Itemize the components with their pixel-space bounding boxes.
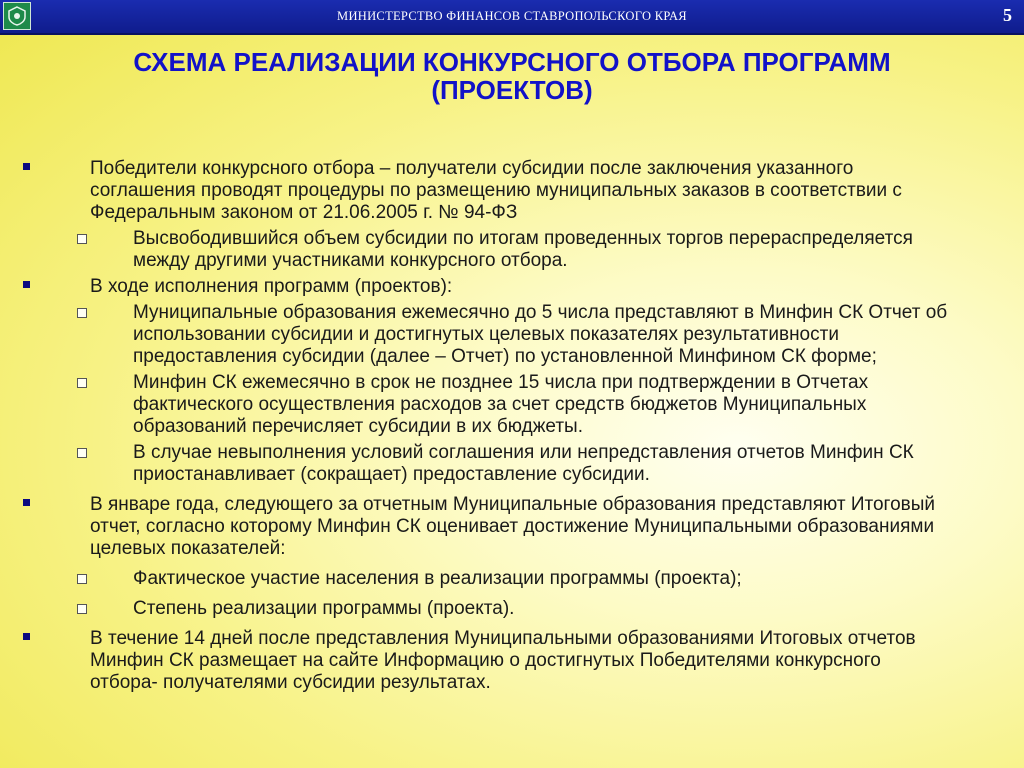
slide-title-line2: (ПРОЕКТОВ) [431,75,593,105]
bullet-text: Победители конкурсного отбора – получатели субсидии после заключения указанного соглашения проводят процедуры по размещению муниципальных заказов в соответствии с Федеральным законом от 21.06.2005 г. № 94-ФЗ [90,158,902,223]
square-bullet-icon [23,163,30,170]
bullet-text: В течение 14 дней после представления Муниципальными образованиями Итоговых отчетов Минфин СК размещает на сайте Информацию о достигнутых Победителями конкурсного отбора- получателями субсидии результатах. [90,628,916,693]
organization-name: МИНИСТЕРСТВО ФИНАНСОВ СТАВРОПОЛЬСКОГО КРАЯ [337,9,687,23]
hollow-square-bullet-icon [77,574,87,584]
bullet-item [0,158,1024,224]
sub-bullet-text: Муниципальные образования ежемесячно до 5 числа представляют в Минфин СК Отчет об использовании субсидии и достигнутых целевых показателях результативности предоставления субсидии (далее – Отчет) по установленной Минфином СК форме; [133,302,948,367]
sub-bullet-text: Минфин СК ежемесячно в срок не позднее 15 числа при подтверждении в Отчетах фактического осуществления расходов за счет средств бюджетов Муниципальных образований перечисляет субсидии в их бюджеты. [133,372,869,437]
hollow-square-bullet-icon [77,604,87,614]
bullet-item [0,494,1024,560]
sub-bullet-text: Степень реализации программы (проекта). [133,598,515,619]
sub-bullet-text: Высвободившийся объем субсидии по итогам проведенных торгов перераспределяется между другими участниками конкурсного отбора. [133,228,913,271]
sub-bullet-item [0,372,1024,438]
sub-bullet-item [0,228,1024,272]
sub-bullet-item [0,568,1024,590]
hollow-square-bullet-icon [77,378,87,388]
square-bullet-icon [23,633,30,640]
hollow-square-bullet-icon [77,448,87,458]
sub-bullet-text: Фактическое участие населения в реализации программы (проекта); [133,568,742,589]
slide-title-line1: СХЕМА РЕАЛИЗАЦИИ КОНКУРСНОГО ОТБОРА ПРОГРАММ [133,47,891,77]
square-bullet-icon [23,281,30,288]
sub-bullet-item [0,302,1024,368]
hollow-square-bullet-icon [77,234,87,244]
bullet-text: В ходе исполнения программ (проектов): [90,276,453,297]
sub-bullet-item [0,442,1024,486]
bullet-item [0,628,1024,694]
hollow-square-bullet-icon [77,308,87,318]
sub-bullet-item [0,598,1024,620]
bullet-list [0,158,1024,694]
square-bullet-icon [23,499,30,506]
sub-bullet-text: В случае невыполнения условий соглашения или непредставления отчетов Минфин СК приостанавливает (сокращает) предоставление субсидии. [133,442,914,485]
header-bar [0,0,1024,35]
bullet-text: В январе года, следующего за отчетным Муниципальные образования представляют Итоговый отчет, согласно которому Минфин СК оценивает достижение Муниципальными образованиями целевых показателей: [90,494,935,559]
slide-number: 5 [1003,5,1012,25]
slide-title [40,48,984,104]
bullet-item [0,276,1024,298]
